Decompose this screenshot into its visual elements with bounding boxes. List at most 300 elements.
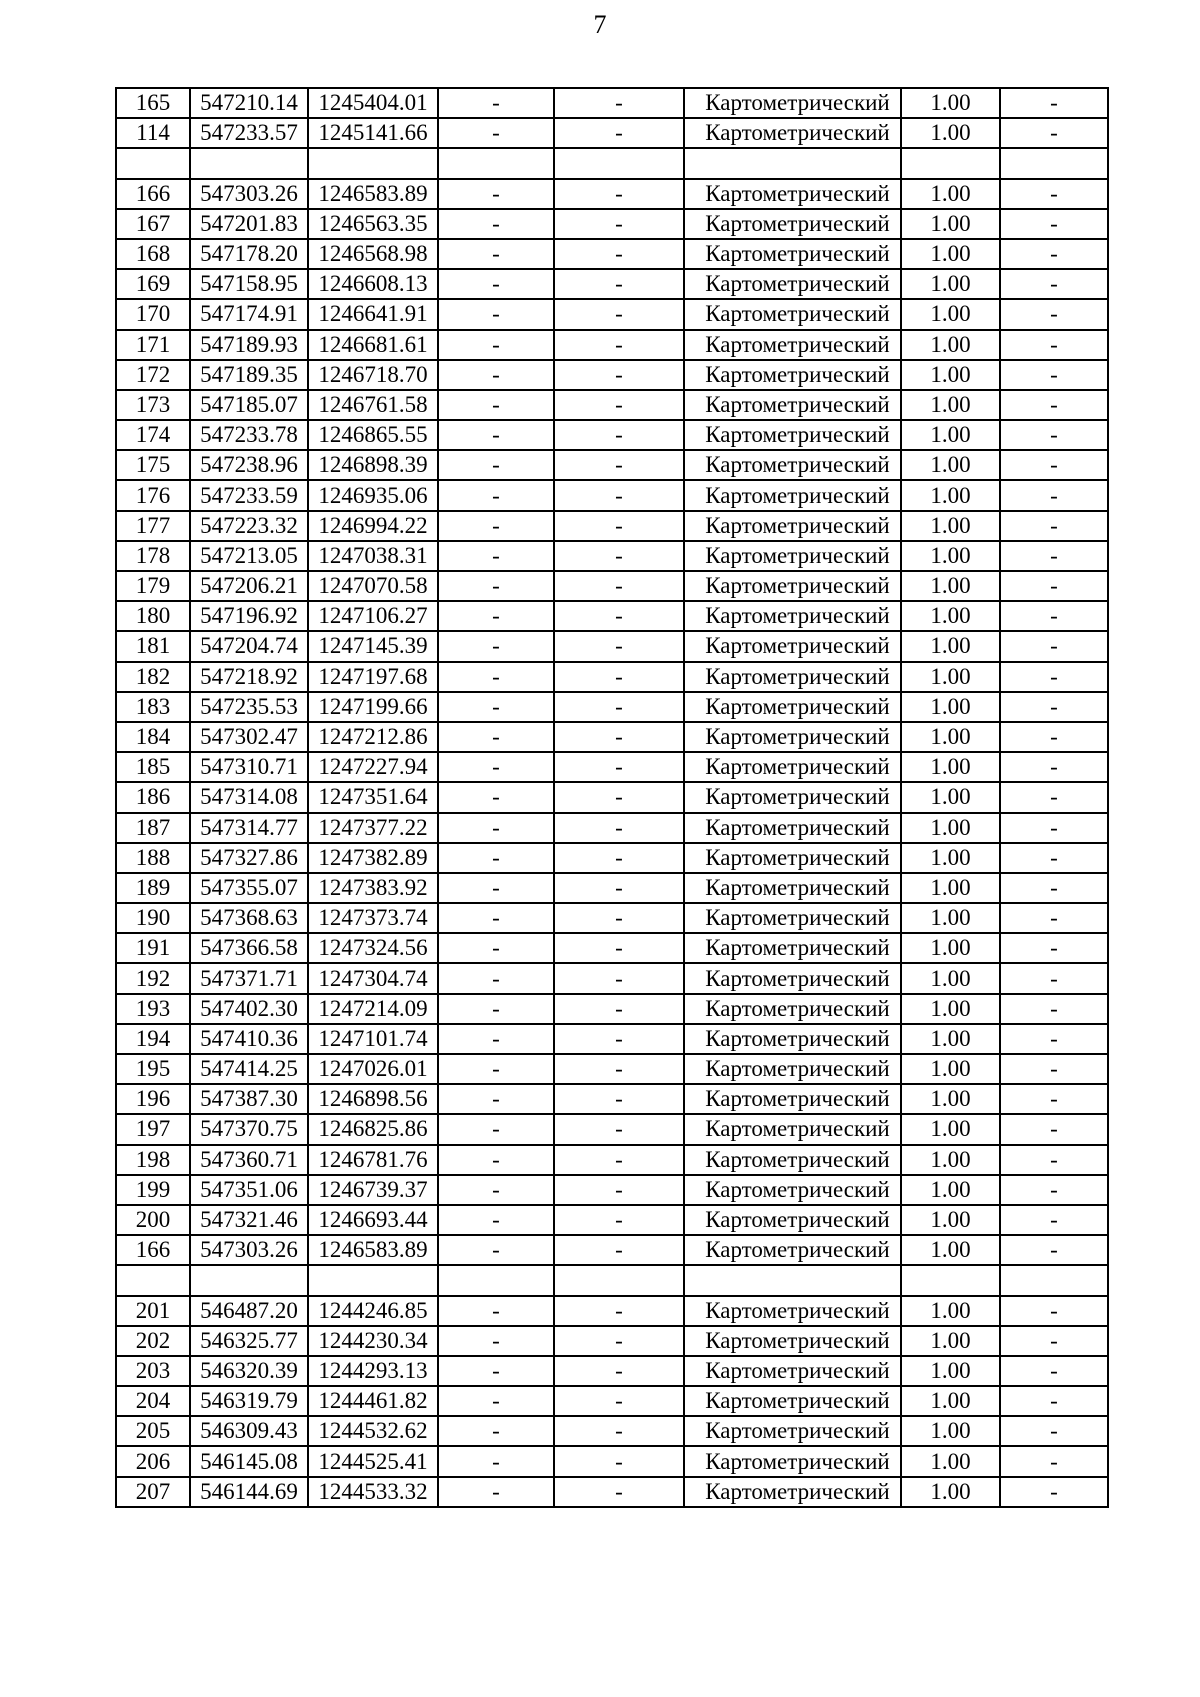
x-coordinate-cell: 547303.26 xyxy=(190,1235,308,1265)
point-number-cell: 183 xyxy=(116,692,190,722)
dash-cell: - xyxy=(1000,1175,1108,1205)
accuracy-cell: 1.00 xyxy=(901,782,1000,812)
y-coordinate-cell: 1244230.34 xyxy=(308,1326,438,1356)
method-cell: Картометрический xyxy=(684,994,901,1024)
point-number-cell: 171 xyxy=(116,330,190,360)
accuracy-cell: 1.00 xyxy=(901,994,1000,1024)
dash-cell: - xyxy=(1000,118,1108,148)
x-coordinate-cell: 547327.86 xyxy=(190,843,308,873)
dash-cell: - xyxy=(1000,1326,1108,1356)
y-coordinate-cell: 1247212.86 xyxy=(308,722,438,752)
y-coordinate-cell: 1246825.86 xyxy=(308,1114,438,1144)
accuracy-cell: 1.00 xyxy=(901,933,1000,963)
y-coordinate-cell: 1247197.68 xyxy=(308,662,438,692)
point-number-cell: 114 xyxy=(116,118,190,148)
point-number-cell: 190 xyxy=(116,903,190,933)
x-coordinate-cell: 547158.95 xyxy=(190,269,308,299)
point-number-cell: 177 xyxy=(116,511,190,541)
dash-cell: - xyxy=(554,1477,684,1507)
dash-cell: - xyxy=(438,994,554,1024)
method-cell: Картометрический xyxy=(684,299,901,329)
y-coordinate-cell: 1246739.37 xyxy=(308,1175,438,1205)
dash-cell: - xyxy=(438,1235,554,1265)
accuracy-cell: 1.00 xyxy=(901,299,1000,329)
point-number-cell: 166 xyxy=(116,1235,190,1265)
dash-cell: - xyxy=(554,843,684,873)
y-coordinate-cell: 1247214.09 xyxy=(308,994,438,1024)
dash-cell: - xyxy=(438,1054,554,1084)
y-coordinate-cell: 1245141.66 xyxy=(308,118,438,148)
method-cell: Картометрический xyxy=(684,752,901,782)
accuracy-cell: 1.00 xyxy=(901,1477,1000,1507)
accuracy-cell: 1.00 xyxy=(901,1175,1000,1205)
x-coordinate-cell: 547218.92 xyxy=(190,662,308,692)
dash-cell: - xyxy=(554,873,684,903)
table-row xyxy=(116,360,1108,390)
dash-cell: - xyxy=(1000,873,1108,903)
accuracy-cell xyxy=(901,148,1000,178)
point-number-cell xyxy=(116,1265,190,1295)
x-coordinate-cell: 547387.30 xyxy=(190,1084,308,1114)
point-number-cell: 199 xyxy=(116,1175,190,1205)
dash-cell xyxy=(1000,1265,1108,1295)
x-coordinate-cell: 547201.83 xyxy=(190,209,308,239)
y-coordinate-cell: 1246761.58 xyxy=(308,390,438,420)
dash-cell: - xyxy=(438,1145,554,1175)
method-cell: Картометрический xyxy=(684,722,901,752)
dash-cell: - xyxy=(438,299,554,329)
point-number-cell: 204 xyxy=(116,1386,190,1416)
dash-cell: - xyxy=(1000,480,1108,510)
dash-cell: - xyxy=(554,1114,684,1144)
dash-cell: - xyxy=(438,511,554,541)
y-coordinate-cell: 1247373.74 xyxy=(308,903,438,933)
point-number-cell: 175 xyxy=(116,450,190,480)
table-row xyxy=(116,299,1108,329)
dash-cell: - xyxy=(438,1205,554,1235)
y-coordinate-cell: 1247026.01 xyxy=(308,1054,438,1084)
table-row xyxy=(116,239,1108,269)
x-coordinate-cell: 547185.07 xyxy=(190,390,308,420)
method-cell: Картометрический xyxy=(684,571,901,601)
method-cell xyxy=(684,1265,901,1295)
y-coordinate-cell: 1247324.56 xyxy=(308,933,438,963)
dash-cell: - xyxy=(554,571,684,601)
table-row xyxy=(116,118,1108,148)
method-cell: Картометрический xyxy=(684,88,901,118)
dash-cell: - xyxy=(554,722,684,752)
dash-cell: - xyxy=(438,752,554,782)
y-coordinate-cell: 1246583.89 xyxy=(308,179,438,209)
y-coordinate-cell: 1247070.58 xyxy=(308,571,438,601)
point-number-cell: 172 xyxy=(116,360,190,390)
x-coordinate-cell: 546145.08 xyxy=(190,1446,308,1476)
table-row xyxy=(116,390,1108,420)
y-coordinate-cell: 1246641.91 xyxy=(308,299,438,329)
method-cell: Картометрический xyxy=(684,1024,901,1054)
point-number-cell: 167 xyxy=(116,209,190,239)
x-coordinate-cell: 547178.20 xyxy=(190,239,308,269)
method-cell: Картометрический xyxy=(684,209,901,239)
y-coordinate-cell: 1247199.66 xyxy=(308,692,438,722)
dash-cell: - xyxy=(554,1235,684,1265)
y-coordinate-cell: 1246898.56 xyxy=(308,1084,438,1114)
accuracy-cell: 1.00 xyxy=(901,269,1000,299)
dash-cell: - xyxy=(438,1175,554,1205)
table-row xyxy=(116,1386,1108,1416)
dash-cell: - xyxy=(554,692,684,722)
table-row xyxy=(116,420,1108,450)
accuracy-cell: 1.00 xyxy=(901,752,1000,782)
x-coordinate-cell: 547402.30 xyxy=(190,994,308,1024)
table-row xyxy=(116,1205,1108,1235)
point-number-cell: 194 xyxy=(116,1024,190,1054)
y-coordinate-cell: 1245404.01 xyxy=(308,88,438,118)
method-cell: Картометрический xyxy=(684,330,901,360)
accuracy-cell: 1.00 xyxy=(901,1296,1000,1326)
accuracy-cell: 1.00 xyxy=(901,1054,1000,1084)
dash-cell: - xyxy=(438,1356,554,1386)
accuracy-cell: 1.00 xyxy=(901,88,1000,118)
table-row xyxy=(116,662,1108,692)
dash-cell: - xyxy=(438,390,554,420)
x-coordinate-cell: 547233.57 xyxy=(190,118,308,148)
dash-cell: - xyxy=(554,1024,684,1054)
dash-cell: - xyxy=(1000,1205,1108,1235)
point-number-cell: 182 xyxy=(116,662,190,692)
dash-cell xyxy=(1000,148,1108,178)
dash-cell: - xyxy=(438,692,554,722)
table-row xyxy=(116,88,1108,118)
x-coordinate-cell: 547204.74 xyxy=(190,631,308,661)
table-row xyxy=(116,1296,1108,1326)
point-number-cell: 168 xyxy=(116,239,190,269)
y-coordinate-cell: 1246935.06 xyxy=(308,480,438,510)
x-coordinate-cell: 547314.77 xyxy=(190,813,308,843)
dash-cell: - xyxy=(554,209,684,239)
point-number-cell: 207 xyxy=(116,1477,190,1507)
accuracy-cell: 1.00 xyxy=(901,692,1000,722)
accuracy-cell: 1.00 xyxy=(901,330,1000,360)
point-number-cell: 166 xyxy=(116,179,190,209)
y-coordinate-cell: 1246608.13 xyxy=(308,269,438,299)
x-coordinate-cell: 547314.08 xyxy=(190,782,308,812)
dash-cell xyxy=(438,1265,554,1295)
method-cell: Картометрический xyxy=(684,873,901,903)
y-coordinate-cell: 1246994.22 xyxy=(308,511,438,541)
dash-cell: - xyxy=(554,420,684,450)
method-cell xyxy=(684,148,901,178)
x-coordinate-cell xyxy=(190,1265,308,1295)
y-coordinate-cell: 1247101.74 xyxy=(308,1024,438,1054)
dash-cell: - xyxy=(1000,360,1108,390)
table-row xyxy=(116,601,1108,631)
y-coordinate-cell: 1246693.44 xyxy=(308,1205,438,1235)
y-coordinate-cell: 1244293.13 xyxy=(308,1356,438,1386)
point-number-cell xyxy=(116,148,190,178)
method-cell: Картометрический xyxy=(684,360,901,390)
dash-cell: - xyxy=(1000,450,1108,480)
dash-cell: - xyxy=(1000,843,1108,873)
method-cell: Картометрический xyxy=(684,1326,901,1356)
table-row xyxy=(116,1084,1108,1114)
accuracy-cell: 1.00 xyxy=(901,420,1000,450)
accuracy-cell: 1.00 xyxy=(901,541,1000,571)
x-coordinate-cell: 546144.69 xyxy=(190,1477,308,1507)
x-coordinate-cell: 546320.39 xyxy=(190,1356,308,1386)
dash-cell: - xyxy=(1000,1296,1108,1326)
dash-cell: - xyxy=(554,662,684,692)
x-coordinate-cell: 547370.75 xyxy=(190,1114,308,1144)
dash-cell: - xyxy=(438,480,554,510)
y-coordinate-cell: 1247304.74 xyxy=(308,963,438,993)
dash-cell: - xyxy=(554,511,684,541)
dash-cell: - xyxy=(554,1446,684,1476)
dash-cell: - xyxy=(438,450,554,480)
accuracy-cell: 1.00 xyxy=(901,873,1000,903)
point-number-cell: 184 xyxy=(116,722,190,752)
y-coordinate-cell: 1247377.22 xyxy=(308,813,438,843)
y-coordinate-cell: 1246781.76 xyxy=(308,1145,438,1175)
point-number-cell: 169 xyxy=(116,269,190,299)
dash-cell: - xyxy=(1000,994,1108,1024)
dash-cell: - xyxy=(438,631,554,661)
dash-cell: - xyxy=(554,1326,684,1356)
x-coordinate-cell: 547206.21 xyxy=(190,571,308,601)
dash-cell: - xyxy=(1000,601,1108,631)
dash-cell: - xyxy=(554,118,684,148)
point-number-cell: 191 xyxy=(116,933,190,963)
table-row xyxy=(116,330,1108,360)
dash-cell: - xyxy=(554,269,684,299)
y-coordinate-cell: 1247382.89 xyxy=(308,843,438,873)
accuracy-cell: 1.00 xyxy=(901,118,1000,148)
method-cell: Картометрический xyxy=(684,1356,901,1386)
table-row xyxy=(116,1356,1108,1386)
x-coordinate-cell: 547235.53 xyxy=(190,692,308,722)
table-row xyxy=(116,963,1108,993)
accuracy-cell: 1.00 xyxy=(901,631,1000,661)
y-coordinate-cell: 1246681.61 xyxy=(308,330,438,360)
y-coordinate-cell xyxy=(308,148,438,178)
x-coordinate-cell: 546319.79 xyxy=(190,1386,308,1416)
method-cell: Картометрический xyxy=(684,541,901,571)
dash-cell: - xyxy=(1000,269,1108,299)
table-row xyxy=(116,1446,1108,1476)
accuracy-cell: 1.00 xyxy=(901,1326,1000,1356)
method-cell: Картометрический xyxy=(684,1084,901,1114)
accuracy-cell: 1.00 xyxy=(901,239,1000,269)
y-coordinate-cell: 1247145.39 xyxy=(308,631,438,661)
dash-cell: - xyxy=(1000,1054,1108,1084)
point-number-cell: 170 xyxy=(116,299,190,329)
point-number-cell: 206 xyxy=(116,1446,190,1476)
accuracy-cell: 1.00 xyxy=(901,571,1000,601)
method-cell: Картометрический xyxy=(684,1477,901,1507)
dash-cell: - xyxy=(438,179,554,209)
x-coordinate-cell: 547233.59 xyxy=(190,480,308,510)
accuracy-cell: 1.00 xyxy=(901,1235,1000,1265)
dash-cell: - xyxy=(1000,1235,1108,1265)
table-row xyxy=(116,269,1108,299)
table-row xyxy=(116,1054,1108,1084)
y-coordinate-cell xyxy=(308,1265,438,1295)
method-cell: Картометрический xyxy=(684,1235,901,1265)
accuracy-cell: 1.00 xyxy=(901,179,1000,209)
accuracy-cell: 1.00 xyxy=(901,1205,1000,1235)
y-coordinate-cell: 1247106.27 xyxy=(308,601,438,631)
method-cell: Картометрический xyxy=(684,813,901,843)
accuracy-cell: 1.00 xyxy=(901,722,1000,752)
x-coordinate-cell: 547368.63 xyxy=(190,903,308,933)
table-body xyxy=(116,88,1108,1507)
x-coordinate-cell xyxy=(190,148,308,178)
accuracy-cell: 1.00 xyxy=(901,511,1000,541)
dash-cell: - xyxy=(554,1054,684,1084)
method-cell: Картометрический xyxy=(684,1175,901,1205)
method-cell: Картометрический xyxy=(684,1446,901,1476)
table-row xyxy=(116,752,1108,782)
point-number-cell: 203 xyxy=(116,1356,190,1386)
y-coordinate-cell: 1247383.92 xyxy=(308,873,438,903)
x-coordinate-cell: 547321.46 xyxy=(190,1205,308,1235)
point-number-cell: 195 xyxy=(116,1054,190,1084)
dash-cell: - xyxy=(438,903,554,933)
table-row xyxy=(116,994,1108,1024)
dash-cell: - xyxy=(554,903,684,933)
point-number-cell: 185 xyxy=(116,752,190,782)
x-coordinate-cell: 547189.93 xyxy=(190,330,308,360)
point-number-cell: 192 xyxy=(116,963,190,993)
method-cell: Картометрический xyxy=(684,1145,901,1175)
x-coordinate-cell: 546487.20 xyxy=(190,1296,308,1326)
dash-cell xyxy=(438,148,554,178)
dash-cell: - xyxy=(554,963,684,993)
table-row xyxy=(116,1416,1108,1446)
dash-cell: - xyxy=(438,1084,554,1114)
table-row xyxy=(116,541,1108,571)
dash-cell: - xyxy=(1000,933,1108,963)
dash-cell: - xyxy=(1000,631,1108,661)
y-coordinate-cell: 1244533.32 xyxy=(308,1477,438,1507)
method-cell: Картометрический xyxy=(684,1296,901,1326)
method-cell: Картометрический xyxy=(684,1416,901,1446)
dash-cell: - xyxy=(438,1024,554,1054)
table-row xyxy=(116,1326,1108,1356)
accuracy-cell: 1.00 xyxy=(901,450,1000,480)
dash-cell: - xyxy=(1000,511,1108,541)
method-cell: Картометрический xyxy=(684,1114,901,1144)
dash-cell: - xyxy=(1000,813,1108,843)
accuracy-cell: 1.00 xyxy=(901,662,1000,692)
accuracy-cell: 1.00 xyxy=(901,903,1000,933)
dash-cell: - xyxy=(1000,903,1108,933)
dash-cell: - xyxy=(438,843,554,873)
dash-cell: - xyxy=(554,239,684,269)
y-coordinate-cell: 1247351.64 xyxy=(308,782,438,812)
x-coordinate-cell: 546325.77 xyxy=(190,1326,308,1356)
dash-cell: - xyxy=(554,330,684,360)
dash-cell: - xyxy=(554,541,684,571)
accuracy-cell: 1.00 xyxy=(901,1416,1000,1446)
accuracy-cell: 1.00 xyxy=(901,1024,1000,1054)
method-cell: Картометрический xyxy=(684,118,901,148)
x-coordinate-cell: 547371.71 xyxy=(190,963,308,993)
point-number-cell: 178 xyxy=(116,541,190,571)
dash-cell: - xyxy=(438,118,554,148)
dash-cell: - xyxy=(438,1386,554,1416)
dash-cell: - xyxy=(438,330,554,360)
method-cell: Картометрический xyxy=(684,601,901,631)
dash-cell: - xyxy=(554,299,684,329)
dash-cell: - xyxy=(1000,662,1108,692)
x-coordinate-cell: 547223.32 xyxy=(190,511,308,541)
method-cell: Картометрический xyxy=(684,903,901,933)
dash-cell: - xyxy=(1000,88,1108,118)
dash-cell: - xyxy=(554,813,684,843)
dash-cell: - xyxy=(554,1175,684,1205)
dash-cell: - xyxy=(554,179,684,209)
dash-cell: - xyxy=(1000,782,1108,812)
y-coordinate-cell: 1244532.62 xyxy=(308,1416,438,1446)
y-coordinate-cell: 1247227.94 xyxy=(308,752,438,782)
table-row xyxy=(116,511,1108,541)
dash-cell: - xyxy=(554,631,684,661)
point-number-cell: 202 xyxy=(116,1326,190,1356)
dash-cell: - xyxy=(1000,179,1108,209)
dash-cell: - xyxy=(438,1114,554,1144)
method-cell: Картометрический xyxy=(684,933,901,963)
x-coordinate-cell: 547355.07 xyxy=(190,873,308,903)
dash-cell: - xyxy=(1000,1386,1108,1416)
table-row xyxy=(116,480,1108,510)
dash-cell: - xyxy=(554,1386,684,1416)
dash-cell: - xyxy=(1000,1477,1108,1507)
table-row xyxy=(116,1477,1108,1507)
dash-cell: - xyxy=(438,420,554,450)
dash-cell: - xyxy=(554,88,684,118)
method-cell: Картометрический xyxy=(684,480,901,510)
accuracy-cell: 1.00 xyxy=(901,1356,1000,1386)
dash-cell: - xyxy=(1000,752,1108,782)
accuracy-cell: 1.00 xyxy=(901,1084,1000,1114)
method-cell: Картометрический xyxy=(684,692,901,722)
table-row xyxy=(116,933,1108,963)
accuracy-cell: 1.00 xyxy=(901,963,1000,993)
dash-cell: - xyxy=(1000,1024,1108,1054)
accuracy-cell: 1.00 xyxy=(901,1145,1000,1175)
dash-cell: - xyxy=(438,813,554,843)
dash-cell: - xyxy=(1000,1114,1108,1144)
x-coordinate-cell: 547238.96 xyxy=(190,450,308,480)
table-row xyxy=(116,450,1108,480)
dash-cell: - xyxy=(438,541,554,571)
accuracy-cell: 1.00 xyxy=(901,209,1000,239)
dash-cell: - xyxy=(554,1416,684,1446)
point-number-cell: 176 xyxy=(116,480,190,510)
x-coordinate-cell: 547213.05 xyxy=(190,541,308,571)
dash-cell: - xyxy=(1000,963,1108,993)
dash-cell: - xyxy=(1000,692,1108,722)
point-number-cell: 200 xyxy=(116,1205,190,1235)
accuracy-cell: 1.00 xyxy=(901,1446,1000,1476)
table-row xyxy=(116,903,1108,933)
method-cell: Картометрический xyxy=(684,420,901,450)
page-number: 7 xyxy=(593,10,607,39)
x-coordinate-cell: 546309.43 xyxy=(190,1416,308,1446)
dash-cell: - xyxy=(1000,1356,1108,1386)
coordinates-table xyxy=(115,87,1109,1508)
